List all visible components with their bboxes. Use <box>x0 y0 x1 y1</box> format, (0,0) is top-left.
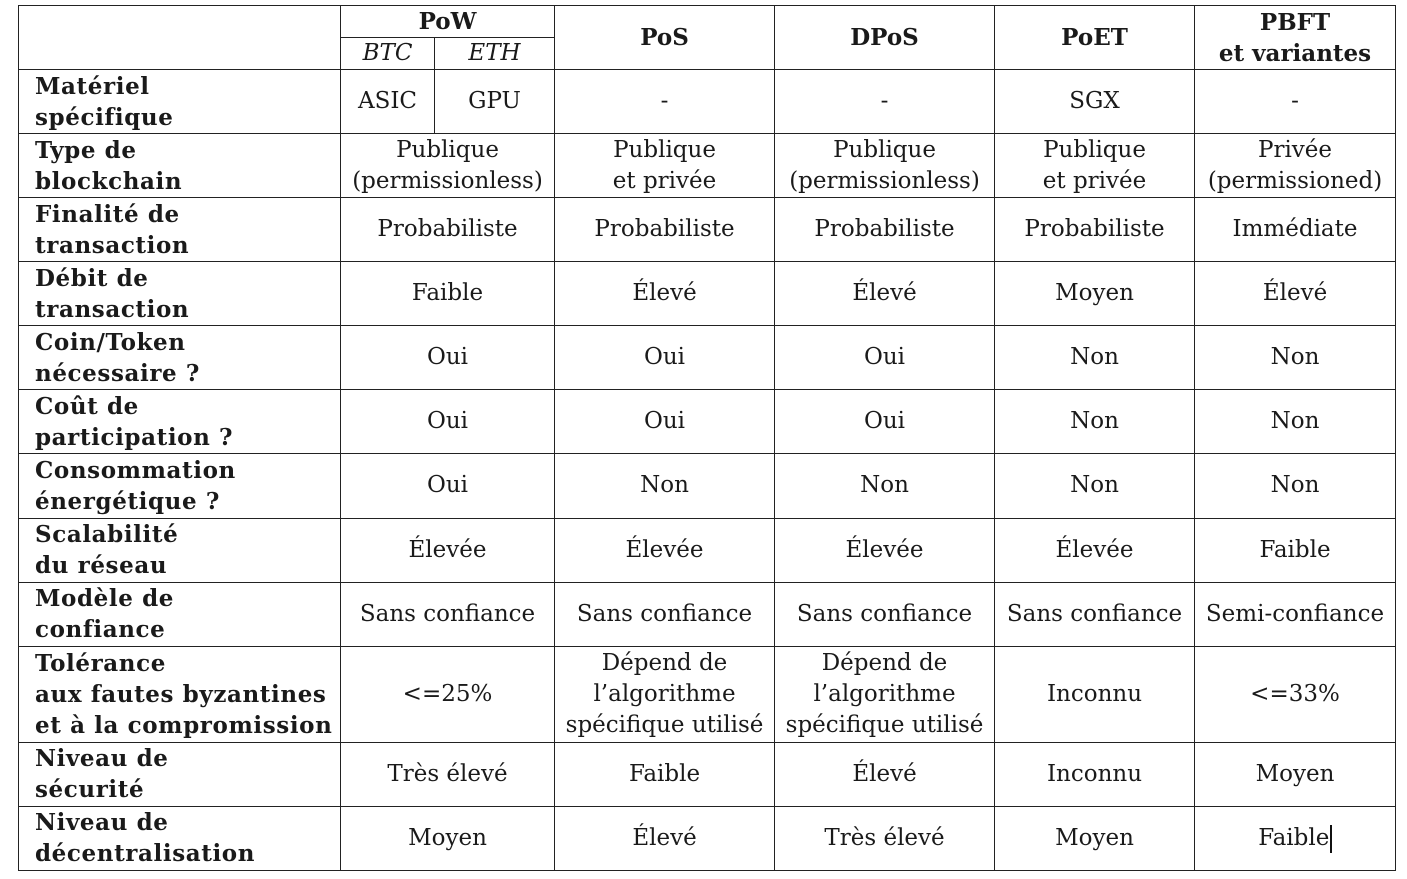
row-decentral <box>19 806 1396 870</box>
cell-poet: Publique et privée <box>995 134 1195 198</box>
cell-pos: Faible <box>555 742 775 806</box>
row-label: Scalabilité du réseau <box>19 518 341 582</box>
row-label: Modèle de confiance <box>19 582 341 646</box>
text-cursor <box>1330 825 1332 853</box>
cell-pos: Élevé <box>555 262 775 326</box>
row-coin <box>19 326 1396 390</box>
cell-pbft-text: Faible <box>1258 824 1330 851</box>
cell-dpos: Non <box>775 454 995 518</box>
cell-pbft: Semi-confiance <box>1195 582 1396 646</box>
row-modele <box>19 582 1396 646</box>
cell-poet: Inconnu <box>995 646 1195 742</box>
cell-dpos: Oui <box>775 326 995 390</box>
consensus-comparison-table <box>18 5 1396 871</box>
cell-pos: - <box>555 70 775 134</box>
cell-pow: Publique (permissionless) <box>341 134 555 198</box>
cell-dpos: - <box>775 70 995 134</box>
row-debit <box>19 262 1396 326</box>
row-conso <box>19 454 1396 518</box>
cell-poet: Inconnu <box>995 742 1195 806</box>
cell-dpos: Publique (permissionless) <box>775 134 995 198</box>
cell-poet: SGX <box>995 70 1195 134</box>
cell-pow: Faible <box>341 262 555 326</box>
row-materiel <box>19 70 1396 134</box>
header-pbft: PBFT et variantes <box>1195 6 1396 70</box>
cell-dpos: Élevé <box>775 742 995 806</box>
cell-poet: Probabiliste <box>995 198 1195 262</box>
cell-poet: Non <box>995 454 1195 518</box>
cell-pos: Dépend de l’algorithme spécifique utilisé <box>555 646 775 742</box>
cell-pbft: Non <box>1195 326 1396 390</box>
header-dpos: DPoS <box>775 6 995 70</box>
cell-dpos: Très élevé <box>775 806 995 870</box>
cell-dpos: Dépend de l’algorithme spécifique utilisé <box>775 646 995 742</box>
cell-pbft: Non <box>1195 454 1396 518</box>
cell-pos: Élevé <box>555 806 775 870</box>
header-corner-cell <box>19 6 341 70</box>
row-label: Niveau de décentralisation <box>19 806 341 870</box>
header-poet: PoET <box>995 6 1195 70</box>
cell-pbft: Immédiate <box>1195 198 1396 262</box>
cell-dpos: Oui <box>775 390 995 454</box>
cell-pow: Sans confiance <box>341 582 555 646</box>
cell-pos: Oui <box>555 390 775 454</box>
cell-pow: Oui <box>341 326 555 390</box>
cell-pbft: - <box>1195 70 1396 134</box>
cell-pow: Très élevé <box>341 742 555 806</box>
row-finalite <box>19 198 1396 262</box>
cell-dpos: Sans confiance <box>775 582 995 646</box>
header-row-top <box>19 6 1396 38</box>
cell-dpos: Élevé <box>775 262 995 326</box>
cell-poet: Moyen <box>995 806 1195 870</box>
cell-pbft: <=33% <box>1195 646 1396 742</box>
cell-pow: Oui <box>341 390 555 454</box>
cell-poet: Sans confiance <box>995 582 1195 646</box>
header-pos: PoS <box>555 6 775 70</box>
row-label: Consommation énergétique ? <box>19 454 341 518</box>
row-securite <box>19 742 1396 806</box>
cell-pow: <=25% <box>341 646 555 742</box>
cell-dpos: Probabiliste <box>775 198 995 262</box>
header-pow-eth: ETH <box>435 38 555 70</box>
cell-poet: Moyen <box>995 262 1195 326</box>
cell-pos: Sans confiance <box>555 582 775 646</box>
cell-pbft: Moyen <box>1195 742 1396 806</box>
row-label: Tolérance aux fautes byzantines et à la compromission <box>19 646 341 742</box>
row-type <box>19 134 1396 198</box>
row-label: Type de blockchain <box>19 134 341 198</box>
cell-pow: Probabiliste <box>341 198 555 262</box>
row-label: Coin/Token nécessaire ? <box>19 326 341 390</box>
cell-eth: GPU <box>435 70 555 134</box>
cell-pow: Moyen <box>341 806 555 870</box>
header-pow-btc: BTC <box>341 38 435 70</box>
cell-pos: Élevée <box>555 518 775 582</box>
cell-pos: Oui <box>555 326 775 390</box>
cell-poet: Élevée <box>995 518 1195 582</box>
cell-pbft[interactable] <box>1195 806 1396 870</box>
cell-poet: Non <box>995 326 1195 390</box>
cell-pow: Élevée <box>341 518 555 582</box>
row-label: Niveau de sécurité <box>19 742 341 806</box>
header-pow: PoW <box>341 6 555 38</box>
cell-pos: Non <box>555 454 775 518</box>
cell-pow: Oui <box>341 454 555 518</box>
row-tolerance <box>19 646 1396 742</box>
cell-pbft: Élevé <box>1195 262 1396 326</box>
cell-btc: ASIC <box>341 70 435 134</box>
cell-poet: Non <box>995 390 1195 454</box>
row-label: Coût de participation ? <box>19 390 341 454</box>
cell-pbft: Privée (permissioned) <box>1195 134 1396 198</box>
row-cout <box>19 390 1396 454</box>
cell-dpos: Élevée <box>775 518 995 582</box>
cell-pbft: Faible <box>1195 518 1396 582</box>
row-label: Matériel spécifique <box>19 70 341 134</box>
row-scal <box>19 518 1396 582</box>
cell-pos: Probabiliste <box>555 198 775 262</box>
cell-pbft: Non <box>1195 390 1396 454</box>
row-label: Finalité de transaction <box>19 198 341 262</box>
cell-pos: Publique et privée <box>555 134 775 198</box>
row-label: Débit de transaction <box>19 262 341 326</box>
